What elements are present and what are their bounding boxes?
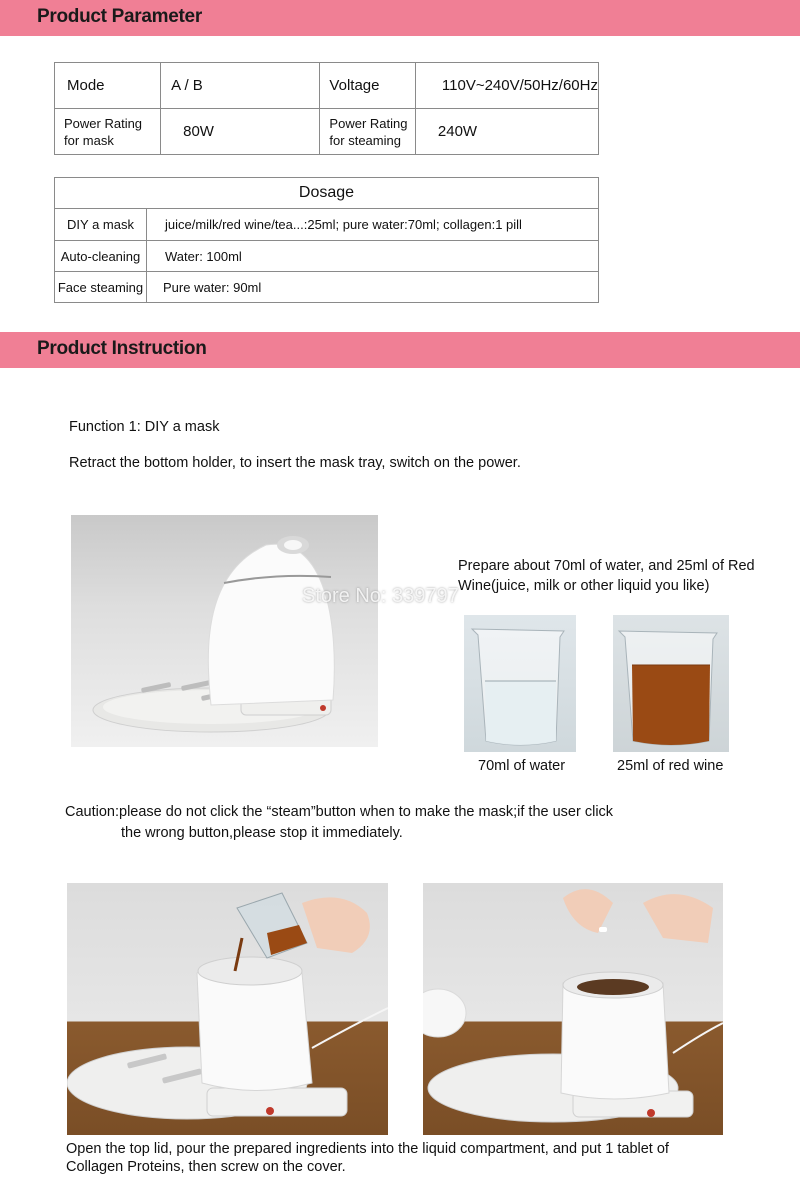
water-caption: 70ml of water (478, 758, 566, 774)
dosage-table (54, 177, 599, 303)
function-title: Function 1: DIY a mask (69, 419, 220, 435)
dosage-value-steaming: Pure water: 90ml (147, 272, 599, 303)
store-watermark: Store No: 339797 (302, 585, 459, 607)
caution-line2: the wrong button,please stop it immediately. (121, 825, 403, 841)
collagen-photo (423, 883, 723, 1135)
mode-value: A / B (161, 63, 320, 109)
mask-power-label-line1: Power Rating (64, 115, 143, 131)
voltage-value: 110V~240V/50Hz/60Hz (415, 63, 598, 109)
wine-beaker-photo (613, 615, 729, 752)
voltage-label: Voltage (320, 63, 415, 109)
mask-power-label-line2: for mask (64, 132, 114, 148)
water-beaker-photo (464, 615, 576, 752)
prepare-text-line1: Prepare about 70ml of water, and 25ml of Red (458, 558, 755, 574)
dosage-value-mask: juice/milk/red wine/tea...:25ml; pure water:70ml; collagen:1 pill (147, 209, 599, 241)
water-beaker-illustration (464, 615, 576, 752)
steam-power-label (320, 109, 415, 155)
device-illustration (71, 515, 378, 747)
steam-power-value: 240W (415, 109, 598, 155)
bottom-instruction-line2: Collagen Proteins, then screw on the cover. (66, 1159, 346, 1175)
parameter-table (54, 62, 599, 155)
pouring-illustration (67, 883, 388, 1135)
wine-caption: 25ml of red wine (617, 758, 724, 774)
product-parameter-title: Product Parameter (37, 6, 202, 27)
device-photo (71, 515, 378, 747)
product-instruction-banner (0, 332, 800, 368)
dosage-label-cleaning: Auto-cleaning (55, 241, 147, 272)
dosage-header: Dosage (55, 178, 599, 209)
dosage-value-cleaning: Water: 100ml (147, 241, 599, 272)
steam-power-label-line2: for steaming (329, 132, 401, 148)
prepare-text-line2: Wine(juice, milk or other liquid you like) (458, 578, 710, 594)
collagen-illustration (423, 883, 723, 1135)
product-instruction-title: Product Instruction (37, 338, 207, 359)
bottom-instruction-line1: Open the top lid, pour the prepared ingredients into the liquid compartment, and put 1 tablet of (66, 1141, 669, 1157)
mask-power-label (55, 109, 161, 155)
wine-beaker-illustration (613, 615, 729, 752)
mask-power-value: 80W (161, 109, 320, 155)
mode-label: Mode (55, 63, 161, 109)
dosage-label-steaming: Face steaming (55, 272, 147, 303)
dosage-label-mask: DIY a mask (55, 209, 147, 241)
pouring-photo (67, 883, 388, 1135)
caution-line1: Caution:please do not click the “steam”button when to make the mask;if the user click (65, 804, 614, 820)
function-step-text: Retract the bottom holder, to insert the mask tray, switch on the power. (69, 455, 521, 471)
product-parameter-banner (0, 0, 800, 36)
steam-power-label-line1: Power Rating (329, 115, 408, 131)
